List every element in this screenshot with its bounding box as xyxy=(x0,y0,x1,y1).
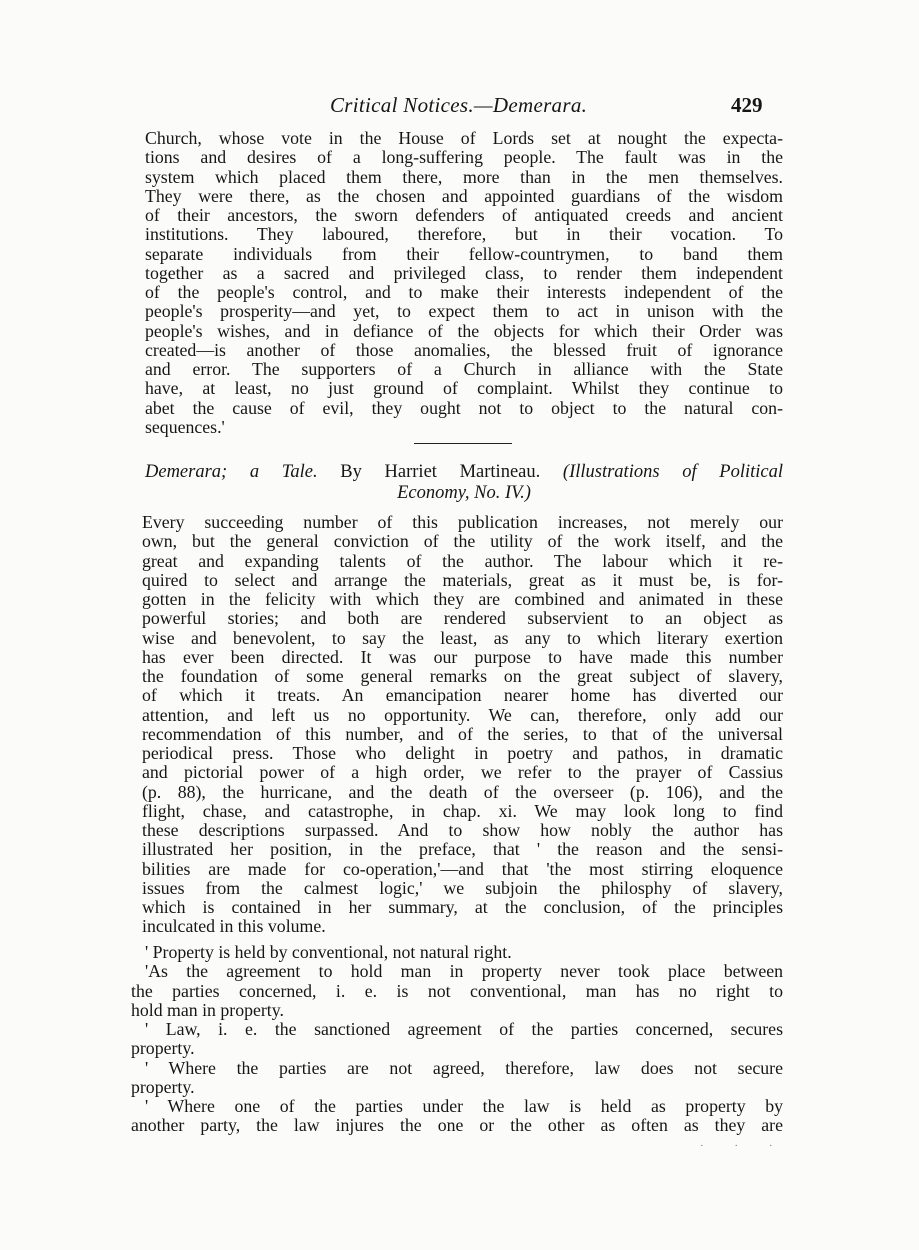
text-line: created—is another of those anomalies, the blessed fruit of ignorance xyxy=(145,339,783,360)
text-line: inculcated in this volume. xyxy=(142,916,326,937)
review-title: Demerara; a Tale. xyxy=(145,462,318,482)
text-line: tions and desires of a long-suffering people. The fault was in the xyxy=(145,147,783,168)
text-line: which is contained in her summary, at the conclusion, of the principles xyxy=(142,897,783,917)
quote-line: property. xyxy=(131,1038,195,1059)
quote-line: hold man in property. xyxy=(131,999,284,1020)
text-line: of the people's control, and to make their interests independent of the xyxy=(145,282,783,302)
text-line: separate individuals from their fellow-countrymen, to band them xyxy=(145,243,783,264)
text-line: gotten in the felicity with which they are combined and animated in these xyxy=(142,589,783,609)
review-heading xyxy=(145,462,783,504)
quote-line: property. xyxy=(131,1076,195,1097)
text-line: Every succeeding number of this publication increases, not merely our xyxy=(142,512,783,532)
quote-line: the parties concerned, i. e. is not conventional, man has no right to xyxy=(131,980,783,1001)
text-line: people's prosperity—and yet, to expect them to act in unison with the xyxy=(145,301,783,322)
text-line: wise and benevolent, to say the least, as any to which literary exertion xyxy=(142,627,783,648)
quote-line: ' Where the parties are not agreed, therefore, law does not secure xyxy=(145,1057,783,1078)
text-line: of which it treats. An emancipation nearer home has diverted our xyxy=(142,685,783,706)
text-line: Church, whose vote in the House of Lords set at nought the expecta- xyxy=(145,128,783,148)
text-line: recommendation of this number, and of the series, to that of the universal xyxy=(142,723,783,744)
text-line: great and expanding talents of the author. The labour which it re- xyxy=(142,550,783,571)
text-line: own, but the general conviction of the utility of the work itself, and the xyxy=(142,531,783,552)
text-line: powerful stories; and both are rendered subservient to an object as xyxy=(142,608,783,629)
quote-line: 'As the agreement to hold man in property never took place between xyxy=(145,961,783,982)
quoted-summary xyxy=(131,943,783,1136)
text-line: abet the cause of evil, they ought not to object to the natural con- xyxy=(145,397,783,418)
text-line: periodical press. Those who delight in poetry and pathos, in dramatic xyxy=(142,743,783,763)
text-line: issues from the calmest logic,' we subjoin the philosphy of slavery, xyxy=(142,877,783,898)
quote-line: ' Property is held by conventional, not natural right. xyxy=(145,942,512,962)
running-head-title: Critical Notices.—Demerara. xyxy=(330,93,588,117)
quote-line: ' Law, i. e. the sanctioned agreement of the parties concerned, secures xyxy=(145,1019,783,1039)
review-paragraph xyxy=(142,513,783,937)
text-line: and pictorial power of a high order, we refer to the prayer of Cassius xyxy=(142,762,783,783)
print-specks: · · · xyxy=(700,1140,787,1152)
page-number: 429 xyxy=(731,93,763,117)
review-series-open: (Illustrations of Political xyxy=(562,462,783,482)
text-line: the foundation of some general remarks on the great subject of slavery, xyxy=(142,666,783,686)
text-line: attention, and left us no opportunity. We can, therefore, only add our xyxy=(142,704,783,725)
text-line: flight, chase, and catastrophe, in chap. xi. We may look long to find xyxy=(142,800,783,821)
text-line: bilities are made for co-operation,'—and that 'the most stirring eloquence xyxy=(142,858,783,879)
quote-line: another party, the law injures the one or the other as often as they are xyxy=(131,1115,783,1136)
text-line: people's wishes, and in defiance of the objects for which their Order was xyxy=(145,320,783,341)
section-divider xyxy=(414,443,512,444)
text-line: has ever been directed. It was our purpose to have made this number xyxy=(142,646,783,667)
text-line: quired to select and arrange the materials, great as it must be, is for- xyxy=(142,569,783,590)
text-line: (p. 88), the hurricane, and the death of the overseer (p. 106), and the xyxy=(142,781,783,802)
review-author: By Harriet Martineau. xyxy=(340,462,541,482)
quote-line: ' Where one of the parties under the law is held as property by xyxy=(145,1096,783,1116)
text-line: illustrated her position, in the preface, that ' the reason and the sensi- xyxy=(142,839,783,860)
text-line: system which placed them there, more than in the men themselves. xyxy=(145,166,783,187)
closing-paragraph xyxy=(145,129,783,437)
text-line: They were there, as the chosen and appointed guardians of the wisdom xyxy=(145,185,783,206)
text-line: institutions. They laboured, therefore, but in their vocation. To xyxy=(145,224,783,245)
text-line: of their ancestors, the sworn defenders of antiquated creeds and ancient xyxy=(145,205,783,225)
text-line: and error. The supporters of a Church in alliance with the State xyxy=(145,359,783,379)
review-series-close: Economy, No. IV.) xyxy=(397,483,531,503)
text-line: together as a sacred and privileged class, to render them independent xyxy=(145,262,783,283)
text-line: these descriptions surpassed. And to show how nobly the author has xyxy=(142,820,783,840)
running-head xyxy=(0,93,919,121)
text-line: sequences.' xyxy=(145,416,225,437)
text-line: have, at least, no just ground of complaint. Whilst they continue to xyxy=(145,378,783,399)
